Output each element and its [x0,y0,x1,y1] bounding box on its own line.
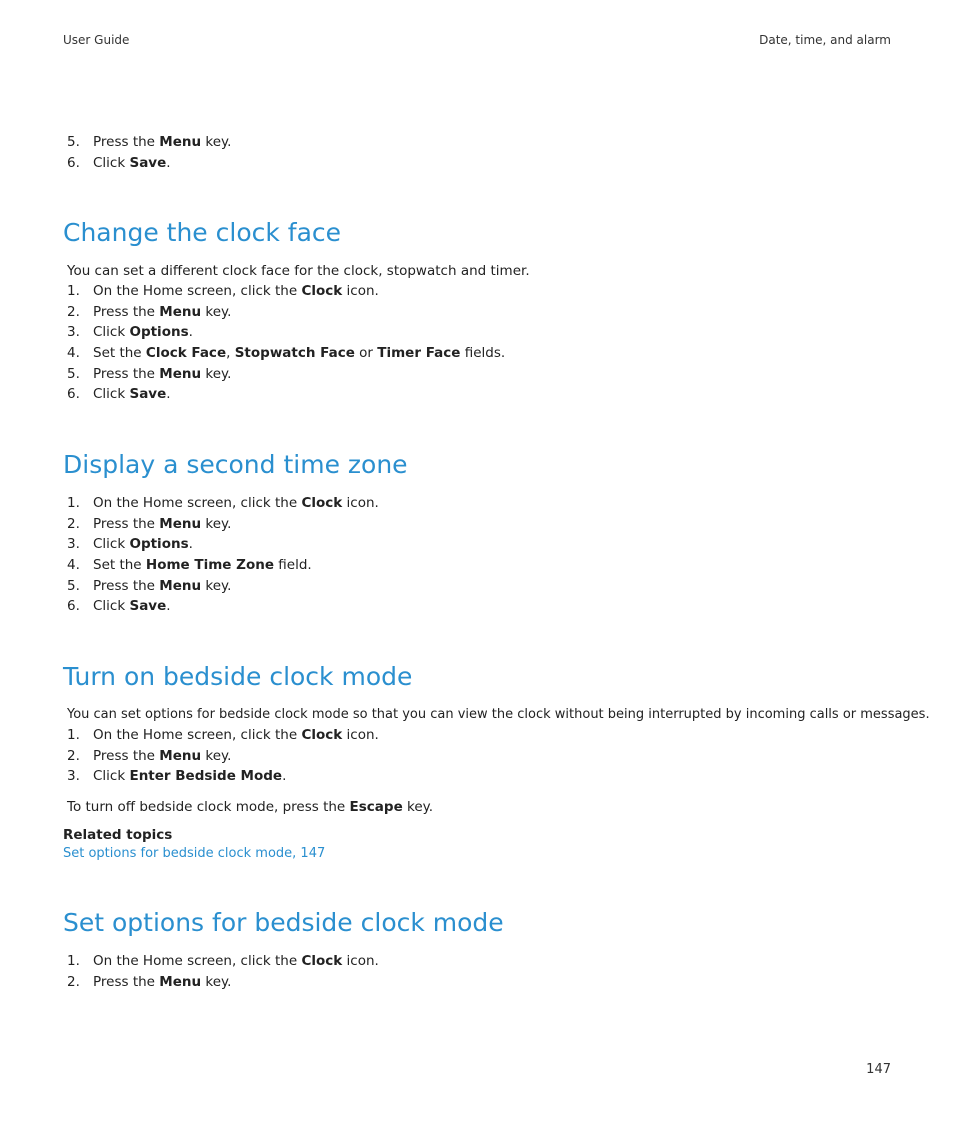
step-text: On the Home screen, click the [93,953,302,969]
step-text: field. [274,557,312,574]
step-text: Click [93,768,130,785]
step-text: . [166,154,171,171]
step-number: 2. [67,747,80,764]
step-key-term: Home Time Zone [145,557,274,574]
section-heading-time-zone: Display a second time zone [63,450,408,479]
step-key-term: Clock [301,283,343,299]
step-key-term: Menu [159,515,202,532]
step-text: fields. [460,345,506,362]
step-text: Click [93,598,130,615]
step-text: Press the [93,134,160,150]
step-number: 1. [67,283,80,299]
list-item [63,534,891,555]
step-text: icon. [342,953,379,969]
step-key-term: Clock [301,727,343,743]
list-item [63,281,891,302]
step-key-term: Menu [159,577,202,594]
list-item [63,514,891,535]
step-text: Press the [93,515,160,532]
step-key-term: Save [129,598,167,615]
step-text: icon. [342,495,379,511]
clock-face-steps [63,281,891,405]
step-text: key. [201,515,232,532]
step-text: Press the [93,747,160,764]
step-text: . [188,324,193,341]
step-key-term: Clock Face [145,345,227,362]
step-text: Press the [93,577,160,594]
note-text: To turn off bedside clock mode, press the [67,799,350,815]
step-text: icon. [342,283,379,299]
section-intro: You can set options for bedside clock mode so that you can view the clock without being interrupted by incoming calls or messages. [67,707,930,722]
step-number: 6. [67,598,80,615]
list-item [63,384,891,405]
step-number: 1. [67,953,80,969]
step-text: , [226,345,235,362]
step-number: 1. [67,727,80,743]
bedside-options-steps [63,951,891,992]
step-key-term: Save [129,154,167,171]
step-key-term: Save [129,386,167,403]
step-number: 3. [67,324,80,341]
step-key-term: Clock [301,495,343,511]
step-text: or [354,345,378,362]
step-key-term: Menu [159,747,202,764]
note-key-term: Escape [349,799,403,815]
step-number: 2. [67,515,80,532]
header-guide-title: User Guide [63,33,130,47]
list-item [63,322,891,343]
step-number: 1. [67,495,80,511]
step-text: . [166,598,171,615]
list-item [63,725,891,746]
step-key-term: Stopwatch Face [234,345,355,362]
step-text: On the Home screen, click the [93,495,302,511]
step-text: key. [201,365,232,382]
step-key-term: Menu [159,365,202,382]
step-key-term: Clock [301,953,343,969]
header-section-title: Date, time, and alarm [759,33,891,47]
bedside-note [67,797,433,817]
step-number: 4. [67,345,80,362]
step-number: 4. [67,557,80,574]
step-key-term: Timer Face [377,345,461,362]
step-text: Press the [93,365,160,382]
time-zone-steps [63,493,891,617]
bedside-steps [63,725,891,787]
list-item [63,746,891,767]
list-item [63,555,891,576]
list-item [63,364,891,385]
list-item [63,576,891,597]
step-text: key. [201,747,232,764]
page-number: 147 [866,1062,891,1077]
step-text: icon. [342,727,379,743]
step-text: Click [93,324,130,341]
step-number: 3. [67,768,80,785]
step-number: 5. [67,577,80,594]
step-key-term: Options [129,324,189,341]
list-item [63,153,891,174]
step-key-term: Enter Bedside Mode [129,768,283,785]
list-item [63,951,891,972]
step-key-term: Menu [159,134,202,150]
step-number: 3. [67,536,80,553]
list-item [63,596,891,617]
step-text: . [188,536,193,553]
step-number: 6. [67,154,80,171]
step-text: Click [93,386,130,403]
list-item [63,766,891,787]
note-text: key. [402,799,434,815]
step-text: Press the [93,303,160,320]
step-text: Click [93,536,130,553]
step-number: 6. [67,386,80,403]
related-topic-link[interactable]: Set options for bedside clock mode, 147 [63,846,326,861]
step-text: key. [201,973,232,990]
step-number: 2. [67,973,80,990]
step-text: Set the [93,345,146,362]
step-text: On the Home screen, click the [93,283,302,299]
step-text: Click [93,154,130,171]
list-item [63,302,891,323]
step-text: On the Home screen, click the [93,727,302,743]
section-intro: You can set a different clock face for the clock, stopwatch and timer. [67,263,530,279]
section-heading-bedside: Turn on bedside clock mode [63,662,413,691]
step-text: . [166,386,171,403]
section-heading-clock-face: Change the clock face [63,218,342,247]
related-topics-title: Related topics [63,827,173,843]
step-number: 5. [67,134,80,150]
intro-steps [63,132,891,173]
list-item [63,132,891,153]
step-text: key. [201,134,232,150]
list-item [63,343,891,364]
section-heading-bedside-options: Set options for bedside clock mode [63,908,504,937]
list-item [63,972,891,993]
step-text: key. [201,303,232,320]
step-text: . [282,768,287,785]
step-key-term: Menu [159,303,202,320]
step-key-term: Menu [159,973,202,990]
step-text: Set the [93,557,146,574]
step-key-term: Options [129,536,189,553]
step-text: key. [201,577,232,594]
step-number: 2. [67,303,80,320]
step-text: Press the [93,973,160,990]
step-number: 5. [67,365,80,382]
list-item [63,493,891,514]
